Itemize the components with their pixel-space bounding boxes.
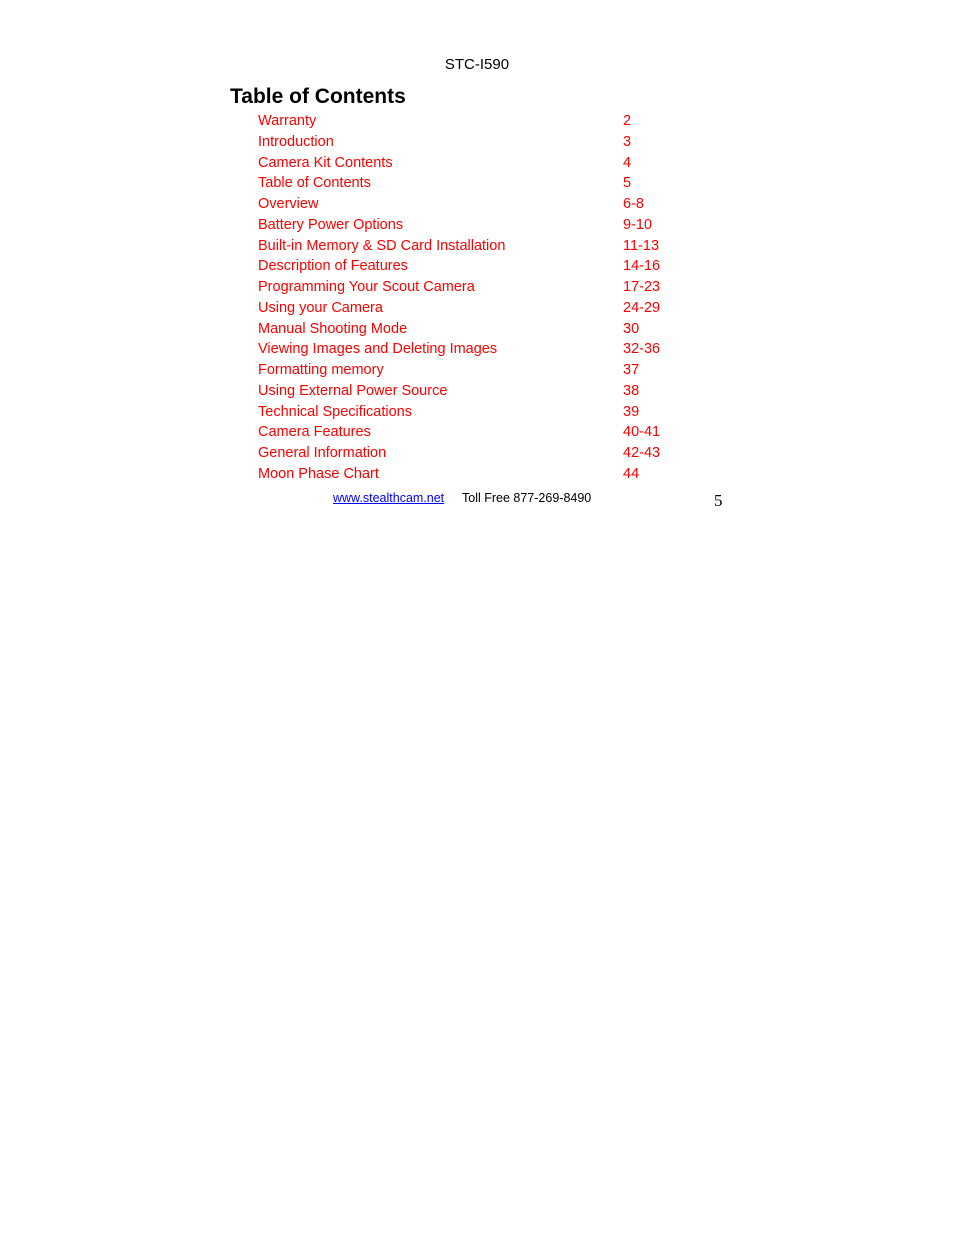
toc-entry-page[interactable]: 44 [623,465,640,482]
toc-entry[interactable] [258,194,678,215]
toc-entry-label[interactable]: Manual Shooting Mode [258,320,408,337]
toc-entry[interactable] [258,153,678,174]
toc-entry[interactable] [258,339,678,360]
toc-entry-label[interactable]: Description of Features [258,258,408,275]
toc-entry-page[interactable]: 4 [623,154,632,171]
toc-entry[interactable] [258,464,678,485]
toll-free-phone: Toll Free 877-269-8490 [462,491,592,505]
toc-entry-page[interactable]: 24-29 [623,299,661,316]
toc-entry[interactable] [258,381,678,402]
toc-entry-label[interactable]: Camera Features [258,424,371,441]
toc-entry-label[interactable]: Built-in Memory & SD Card Installation [258,237,506,254]
toc-list [258,111,678,485]
toc-entry-page[interactable]: 40-41 [623,424,661,441]
toc-entry[interactable] [258,173,678,194]
toc-entry[interactable] [258,360,678,381]
toc-entry-page[interactable]: 6-8 [623,196,644,212]
toc-entry-page[interactable]: 42-43 [623,445,661,461]
toc-entry-label[interactable]: Programming Your Scout Camera [258,279,475,295]
toc-entry-label[interactable]: Formatting memory [258,362,384,378]
website-link[interactable]: www.stealthcam.net [333,491,445,505]
toc-entry-page[interactable]: 5 [623,175,632,192]
toc-entry-page[interactable]: 3 [623,133,632,150]
toc-entry-label[interactable]: Battery Power Options [258,216,404,233]
toc-entry[interactable] [258,111,678,132]
toc-title: Table of Contents [230,85,406,108]
toc-entry-label[interactable]: Using your Camera [258,299,383,316]
toc-entry[interactable] [258,256,678,277]
toc-entry[interactable] [258,422,678,443]
toc-entry-page[interactable]: 37 [623,362,640,378]
toc-entry-label[interactable]: Overview [258,196,319,212]
toc-entry[interactable] [258,277,678,298]
model-header: STC-I590 [444,56,510,73]
toc-entry-page[interactable]: 39 [623,403,640,420]
toc-entry-page[interactable]: 30 [623,320,640,337]
toc-entry[interactable] [258,215,678,236]
toc-entry[interactable] [258,443,678,464]
toc-entry-label[interactable]: General Information [258,445,387,461]
toc-entry[interactable] [258,132,678,153]
toc-entry-page[interactable]: 11-13 [623,237,660,254]
toc-entry-page[interactable]: 32-36 [623,341,661,358]
toc-entry-label[interactable]: Technical Specifications [258,403,412,420]
toc-entry-label[interactable]: Table of Contents [258,175,371,192]
toc-entry-page[interactable]: 9-10 [623,216,653,233]
toc-entry-label[interactable]: Introduction [258,133,334,150]
page-number: 5 [714,491,723,510]
toc-entry-page[interactable]: 38 [623,382,640,399]
toc-entry-page[interactable]: 2 [623,113,632,129]
toc-entry[interactable] [258,319,678,340]
toc-entry[interactable] [258,402,678,423]
toc-entry-page[interactable]: 17-23 [623,279,661,295]
toc-entry-label[interactable]: Viewing Images and Deleting Images [258,341,498,358]
toc-entry-label[interactable]: Warranty [258,113,317,129]
toc-entry[interactable] [258,236,678,257]
toc-entry-label[interactable]: Camera Kit Contents [258,154,393,171]
toc-entry-label[interactable]: Using External Power Source [258,382,448,399]
toc-entry[interactable] [258,298,678,319]
toc-entry-page[interactable]: 14-16 [623,258,661,275]
toc-entry-label[interactable]: Moon Phase Chart [258,465,379,482]
